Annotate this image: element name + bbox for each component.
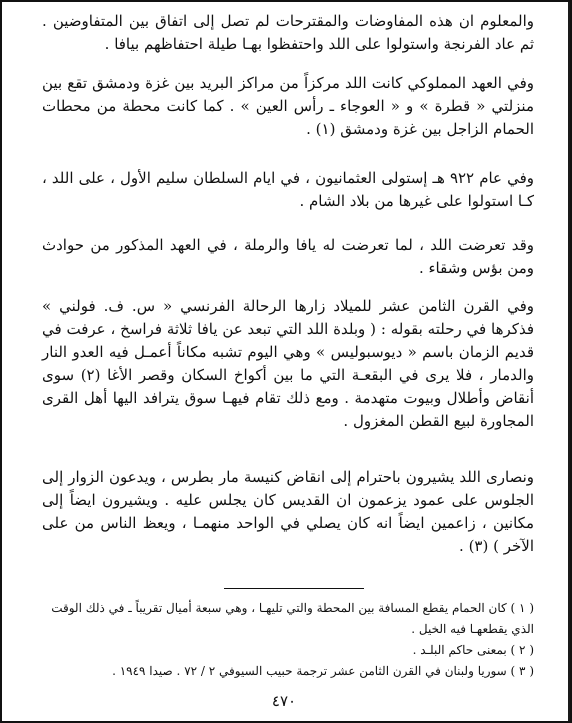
paragraph-2: وفي العهد المملوكي كانت اللد مركزاً من مراكز البريد بين غزة ودمشق تقع بين منزلتي « قطرة » و « العوجاء ـ رأس العين » . كما كانت محطة من محطات الحمام الزاجل بين غزة ودمشق (١) . bbox=[42, 74, 534, 138]
paragraph-5: وفي القرن الثامن عشر للميلاد زارها الرحالة الفرنسي « س. ف. فولني » فذكرها في رحلته بقوله : ( وبلدة اللد التي تبعد عن يافا ثلاثة فراسخ ، عرفت في قديم الزمان باسم « ديوسبوليس » وهي اليوم تشبه مكاناً أعمـل فيه العدو النار والدمار ، فلا يرى في البقعـة التي ما بين أكواخ السكان وقصر الأغا (٢) سوى أنقاض وأطلال وبيوت متهدمة . ومع ذلك تقام فيهـا سوق يترافد اليها أهل القرى المجاورة لبيع القطن المغزول . bbox=[42, 297, 534, 430]
page-number: ٤٧٠ bbox=[271, 692, 297, 710]
paragraph-3: وفي عام ٩٢٢ هـ إستولى العثمانيون ، في ايام السلطان سليم الأول ، على اللد ، كـا استولوا على غيرها من بلاد الشام . bbox=[42, 169, 534, 210]
paragraph-6: ونصارى اللد يشيرون باحترام إلى انقاض كنيسة مار بطرس ، ويدعون الزوار إلى الجلوس على عمود يزعمون ان القديس كان يجلس عليه . ويشيرون ايضاً إلى مكانين ، زاعمين ايضاً انه كان يصلي في الواحد منهمـا ، ويعظ الناس من على الآخر ) (٣) . bbox=[42, 468, 534, 555]
footnote-3: ( ٣ ) سوريا ولبنان في القرن الثامن عشر ترجمة حبيب السيوفي ٢ / ٧٢ . صيدا ١٩٤٩ . bbox=[112, 664, 534, 678]
footnote-divider bbox=[224, 588, 364, 589]
paragraph-4: وقد تعرضت اللد ، لما تعرضت له يافا والرملة ، في العهد المذكور من حوادث ومن بؤس وشقاء . bbox=[42, 236, 534, 277]
paragraph-1: والمعلوم ان هذه المفاوضات والمقترحات لم تصل إلى اتفاق بين المتفاوضين . ثم عاد الفرنجة واستولوا على اللد واحتفظوا بهـا طيلة احتفاظهم بيافا . bbox=[42, 12, 534, 53]
footnote-1: ( ١ ) كان الحمام يقطع المسافة بين المحطة والتي تليهـا ، وهي سبعة أميال تقريباً ـ في ذلك الوقت الذي يقطعهـا فيه الخيل . bbox=[51, 601, 534, 636]
footnote-2: ( ٢ ) بمعنى حاكم البلـد . bbox=[412, 643, 534, 657]
scan-edge-line bbox=[568, 2, 570, 721]
